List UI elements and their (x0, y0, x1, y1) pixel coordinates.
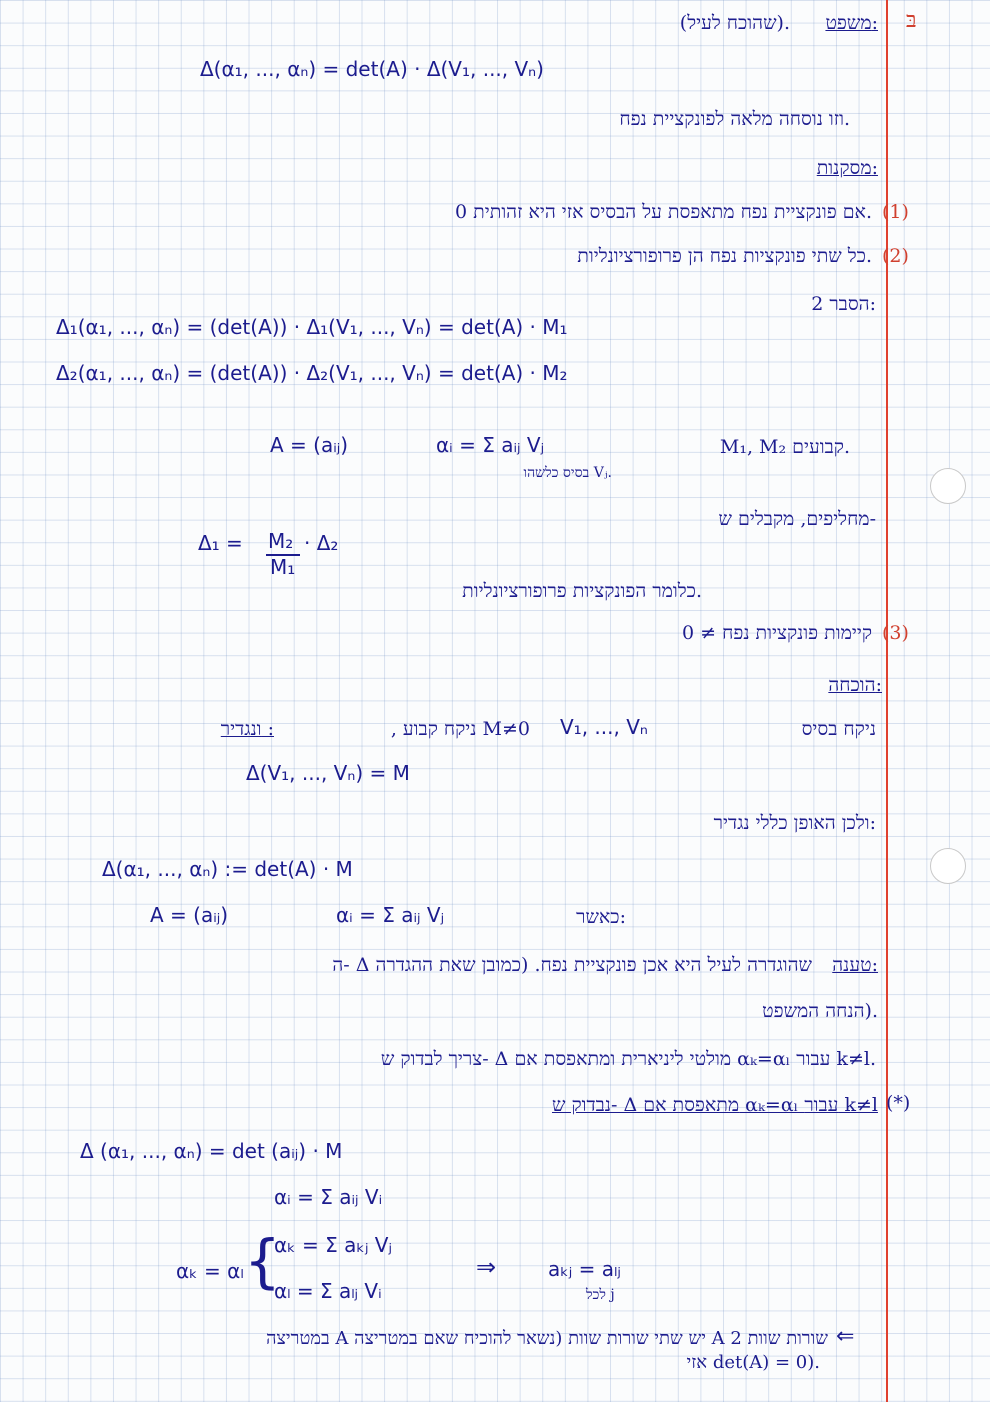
corollary-3-number: (3) (882, 622, 909, 644)
corollaries-title: מסקנות: (816, 157, 878, 179)
implied-by-arrow-icon: ⇐ (836, 1324, 855, 1349)
equation-delta-1: Δ₁(α₁, ..., αₙ) = (det(A)) · Δ₁(V₁, ..., Vₙ) = det(A) · M₁ (56, 315, 568, 339)
check-equation-1: Δ (α₁, ..., αₙ) = det (aᵢⱼ) · M (80, 1139, 343, 1163)
proof-general-define: ולכן האופן כללי נגדיר: (713, 812, 876, 834)
proof-alpha-definition: αᵢ = Σ aᵢⱼ Vⱼ (336, 903, 445, 927)
check-alpha-l: αₗ = Σ aₗⱼ Vᵢ (274, 1279, 382, 1303)
page-corner-mark: בּ (906, 8, 917, 33)
corollary-1-number: (1) (882, 201, 909, 223)
ratio-rhs: · Δ₂ (304, 531, 339, 555)
binder-hole (930, 468, 966, 504)
check-result-subscript: לכל j (586, 1287, 615, 1303)
proof-equation-1: Δ(V₁, ..., Vₙ) = M (246, 761, 410, 785)
check-requirement: צריך לבדוק ש- Δ מולטי ליניארית ומתאפסת אם αₖ=αₗ עבור k≠l. (380, 1048, 876, 1070)
proof-basis-vectors: V₁, ..., Vₙ (560, 715, 648, 739)
proof-matrix-definition: A = (aᵢⱼ) (150, 903, 229, 927)
constants-note: M₁, M₂ קבועים. (719, 436, 850, 458)
star-mark: (*) (886, 1092, 911, 1114)
claim-text: ה- Δ שהוגדרה לעיל היא אכן פונקציית נפח. (כמובן שאת ההגדרה (332, 954, 812, 976)
proof-constant: , ניקח קבוע M≠0 (390, 718, 530, 740)
corollary-2-text: כל שתי פונקציות נפח הן פרופורציונליות. (577, 245, 872, 267)
star-check-text: נבדוק ש- Δ מתאפסת אם αₖ=αₗ עבור k≠l (551, 1094, 878, 1116)
claim-text-continued: הנחה המשפט). (762, 1000, 878, 1022)
final-conclusion-continued: אזי det(A) = 0). (686, 1352, 820, 1373)
binder-hole (930, 848, 966, 884)
corollary-2-number: (2) (882, 245, 909, 267)
proof-take-basis: ניקח בסיס (801, 718, 876, 740)
claim-title: טענה: (832, 954, 878, 976)
proof-equation-2: Δ(α₁, ..., αₙ) := det(A) · M (102, 857, 353, 881)
corollary-3-text: קיימות פונקציות נפח ≠ 0 (682, 622, 872, 644)
proof-define: ונגדיר : (220, 718, 274, 740)
implies-arrow-icon: ⇒ (476, 1253, 497, 1281)
check-alpha-k: αₖ = Σ aₖⱼ Vⱼ (274, 1233, 392, 1257)
alpha-definition: αᵢ = Σ aᵢⱼ Vⱼ (436, 433, 545, 457)
proof-title: הוכחה: (828, 674, 882, 696)
substitution-text: מחליפים, מקבלים ש- (718, 508, 876, 530)
theorem-formula: Δ(α₁, ..., αₙ) = det(A) · Δ(V₁, ..., Vₙ) (200, 57, 544, 81)
theorem-line2: וזו נוסחה מלאה לפונקציית נפח. (619, 108, 850, 130)
matrix-definition: A = (aᵢⱼ) (270, 433, 349, 457)
left-brace-icon: { (244, 1227, 281, 1295)
check-condition: αₖ = αₗ (176, 1259, 244, 1283)
check-result: aₖⱼ = aₗⱼ (548, 1257, 621, 1281)
ratio-lhs: Δ₁ = (198, 531, 243, 555)
ratio-denominator: M₁ (270, 555, 296, 579)
equation-delta-2: Δ₂(α₁, ..., αₙ) = (det(A)) · Δ₂(V₁, ..., Vₙ) = det(A) · M₂ (56, 361, 568, 385)
theorem-note: (שהוכח לעיל). (679, 12, 790, 34)
check-equation-2: αᵢ = Σ aᵢⱼ Vᵢ (274, 1185, 383, 1209)
basis-note: בסיס כלשהו Vⱼ. (523, 465, 612, 481)
corollary-1-text: אם פונקציית נפח מתאפסת על הבסיס אזי היא זהותית 0. (455, 201, 872, 223)
proof-where: כאשר: (576, 906, 626, 928)
ratio-conclusion: כלומר הפונקציות פרופורציונליות. (462, 580, 702, 602)
theorem-title: משפט: (825, 12, 878, 34)
explanation-label: הסבר 2: (811, 293, 876, 315)
ratio-numerator: M₂ (268, 529, 294, 553)
final-conclusion: במטריצה A יש שתי שורות שוות (נשאר להוכיח שאם במטריצה A 2 שורות שוות (266, 1328, 828, 1349)
